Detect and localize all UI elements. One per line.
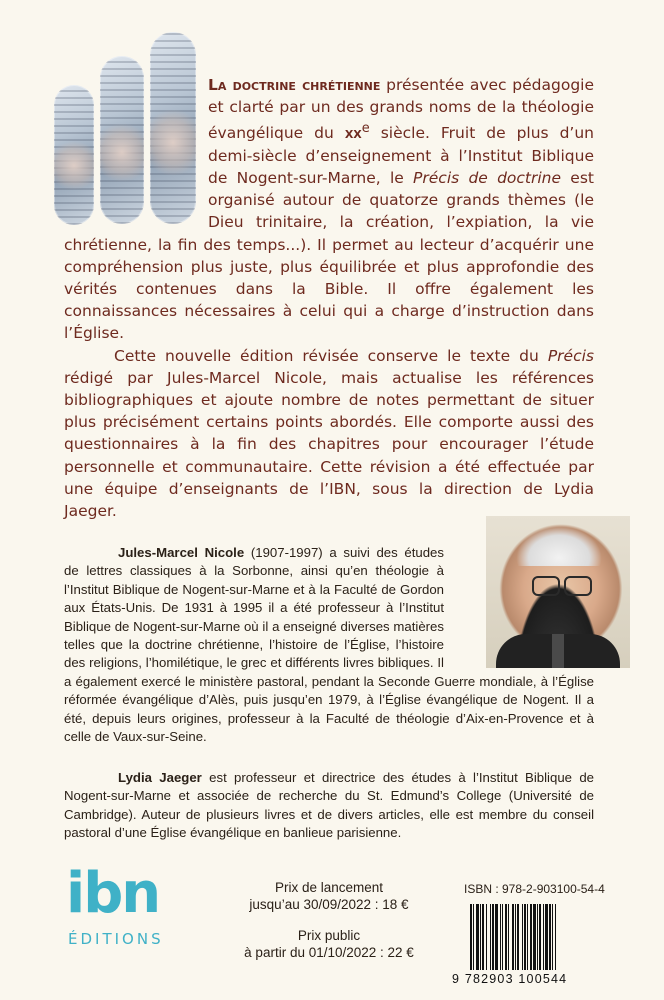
description-paragraph-2: Cette nouvelle édition révisée conserve le texte du Précis rédigé par Jules-Marcel Nicole, mais actualise les références bibliographiques et ajoute nombre de notes permettant de situer plus précisément certains points abordés. Elle comporte aussi des questionnaires à la fin des chapitres pour encourager l’étude personnelle et communautaire. Cette révision a été effectuée par une équipe d’enseignants de l’IBN, sous la direction de Lydia Jaeger.: [64, 346, 594, 521]
barcode: [468, 904, 592, 970]
ibn-editions-logo: ibn ÉDITIONS: [66, 861, 164, 948]
author-bio-jaeger: Lydia Jaeger est professeur et directrice des études à l’Institut Biblique de Nogent-sur-Marne et associée de recherche du St. Edmund’s College (Université de Cambridge). Auteur de plusieurs livres et de divers articles, elle est membre du conseil pastoral d’une Église évangélique en banlieue parisienne.: [64, 770, 594, 841]
isbn-label: ISBN : 978-2-903100-54-4: [464, 882, 605, 896]
book-description: [64, 74, 594, 522]
description-lead-caps: La doctrine chrétienne: [208, 76, 381, 94]
author-bio-nicole: Jules-Marcel Nicole (1907-1997) a suivi des études de lettres classiques à la Sorbonne, ainsi qu’en théologie à l’Institut Biblique de Nogent-sur-Marne et à la Faculté de Gordon aux États-Unis. De 1931 à 1995 il a été professeur à l’Institut Biblique de Nogent-sur-Marne où il a enseigné diverses matières telles que la doctrine chrétienne, l’histoire de l’Église, l’histoire des religions, l’homilétique, le grec et différents livres bibliques. Il a également exercé le ministère pastoral, pendant la Seconde Guerre mondiale, à l’Église réformée évangélique d’Alès, puis jusqu’en 1979, à l’Église évangélique de Nogent. Il a été, depuis leurs origines, professeur à la Faculté de théologie d’Aix-en-Provence et à celle de Vaux-sur-Seine.: [64, 545, 594, 745]
author-name-nicole: Jules-Marcel Nicole: [118, 545, 245, 560]
author-name-jaeger: Lydia Jaeger: [118, 770, 202, 785]
launch-price: Prix de lancement jusqu’au 30/09/2022 : 18 €: [249, 880, 409, 912]
book-title-italic: Précis de doctrine: [413, 168, 562, 187]
barcode-digits: 9 782903 100544: [452, 972, 568, 986]
public-price: Prix public à partir du 01/10/2022 : 22 €: [244, 928, 414, 960]
description-paragraph-1: La doctrine chrétienne présentée avec pédagogie et clarté par un des grands noms de la théologie évangélique du $xx^e$ siècle. Fruit de plus d’un demi-siècle d’enseignement à l’Institut Biblique de Nogent-sur-Marne, le Précis de doctrine est organisé autour de quatorze grands thèmes (le Dieu trinitaire, la création, l’expiation, la vie chrétienne, la fin des temps...). Il permet au lecteur d’acquérir une compréhension plus juste, plus équilibrée et plus approfondie des vérités contenues dans la Bible. Il offre également les connaissances nécessaires à celui qui a charge d’instruction dans l’Église.: [64, 76, 595, 343]
